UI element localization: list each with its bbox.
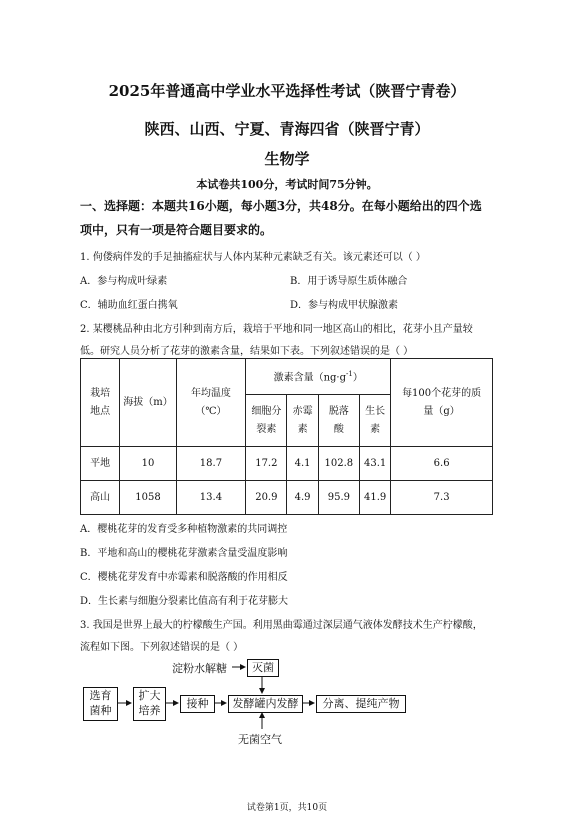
cell-altitude: 1058 [120,481,176,515]
cell-auxin: 43.1 [360,447,391,481]
header-site: 栽培 地点 [81,359,120,447]
q2-option-c: C．樱桃花芽发育中赤霉素和脱落酸的作用相反 [80,572,288,583]
header-hormone: 激素含量$(ng\cdot g^{-1})$ [246,359,391,395]
cell-site: 高山 [81,481,120,515]
label-starch-hydrolysate: 淀粉水解糖 [172,662,227,675]
q3-stem-line2: 流程如下图。下列叙述错误的是（ ） [80,642,244,653]
cell-temperature: 13.4 [176,481,246,515]
box-fermenter: 发酵罐内发酵 [228,695,303,713]
box-select-strain: 选育 菌种 [83,687,118,721]
q1-option-a: A．参与构成叶绿素 [80,276,168,287]
exam-subtitle: 陕西、山西、宁夏、青海四省（陕晋宁青） [144,120,430,138]
exam-info: 本试卷共100分，考试时间75分钟。 [196,178,378,191]
cell-auxin: 41.9 [360,481,391,515]
header-altitude: 海拔（m） [120,359,176,447]
q1-option-c: C．辅助血红蛋白携氧 [80,300,178,311]
cell-site: 平地 [81,447,120,481]
subject-title: 生物学 [264,150,310,168]
q1-option-b: B．用于诱导原生质体融合 [290,276,408,287]
header-bud-mass: 每100个花芽的质 量（g） [391,359,493,447]
header-cytokinin: 细胞分 裂素 [246,395,287,447]
cell-cytokinin: 20.9 [246,481,287,515]
q2-option-d: D．生长素与细胞分裂素比值高有利于花芽膨大 [80,596,289,607]
exam-title: 2025年普通高中学业水平选择性考试（陕晋宁青卷） [108,82,466,100]
cell-bud-mass: 6.6 [391,447,493,481]
cell-bud-mass: 7.3 [391,481,493,515]
box-expand-culture: 扩大 培养 [133,687,166,721]
cell-gibberellin: 4.1 [287,447,318,481]
page-footer: 试卷第1页，共10页 [246,803,328,813]
q2-stem-line1: 2. 某樱桃品种由北方引种到南方后，栽培于平地和同一地区高山的相比，花芽小且产量较 [80,324,473,335]
box-sterilize: 灭菌 [247,659,279,677]
section-heading-line2: 项中，只有一项是符合题目要求的。 [80,223,273,237]
header-auxin: 生长 素 [360,395,391,447]
box-separate-purify: 分离、提纯产物 [316,695,406,713]
q3-stem-line1: 3. 我国是世界上最大的柠檬酸生产国。利用黑曲霉通过深层通气液体发酵技术生产柠檬酸， [80,620,483,631]
cell-gibberellin: 4.9 [287,481,318,515]
section-heading-line1: 一、选择题：本题共16小题，每小题3分，共48分。在每小题给出的四个选 [80,199,482,213]
q1-stem: 1. 佝偻病伴发的手足抽搐症状与人体内某种元素缺乏有关。该元素还可以（ ） [80,252,426,263]
q1-option-d: D．参与构成甲状腺激素 [290,300,399,311]
header-gibberellin: 赤霉 素 [287,395,318,447]
cell-altitude: 10 [120,447,176,481]
cell-abscisic-acid: 95.9 [318,481,359,515]
q2-option-a: A．樱桃花芽的发育受多种植物激素的共同调控 [80,524,288,535]
cell-temperature: 18.7 [176,447,246,481]
header-abscisic-acid: 脱落 酸 [318,395,359,447]
label-sterile-air: 无菌空气 [238,733,282,746]
cell-cytokinin: 17.2 [246,447,287,481]
cell-abscisic-acid: 102.8 [318,447,359,481]
q2-stem-line2: 低。研究人员分析了花芽的激素含量，结果如下表。下列叙述错误的是（ ） [80,346,414,357]
header-temperature: 年均温度 （℃） [176,359,246,447]
q2-option-b: B．平地和高山的樱桃花芽激素含量受温度影响 [80,548,288,559]
box-inoculate: 接种 [180,695,215,713]
